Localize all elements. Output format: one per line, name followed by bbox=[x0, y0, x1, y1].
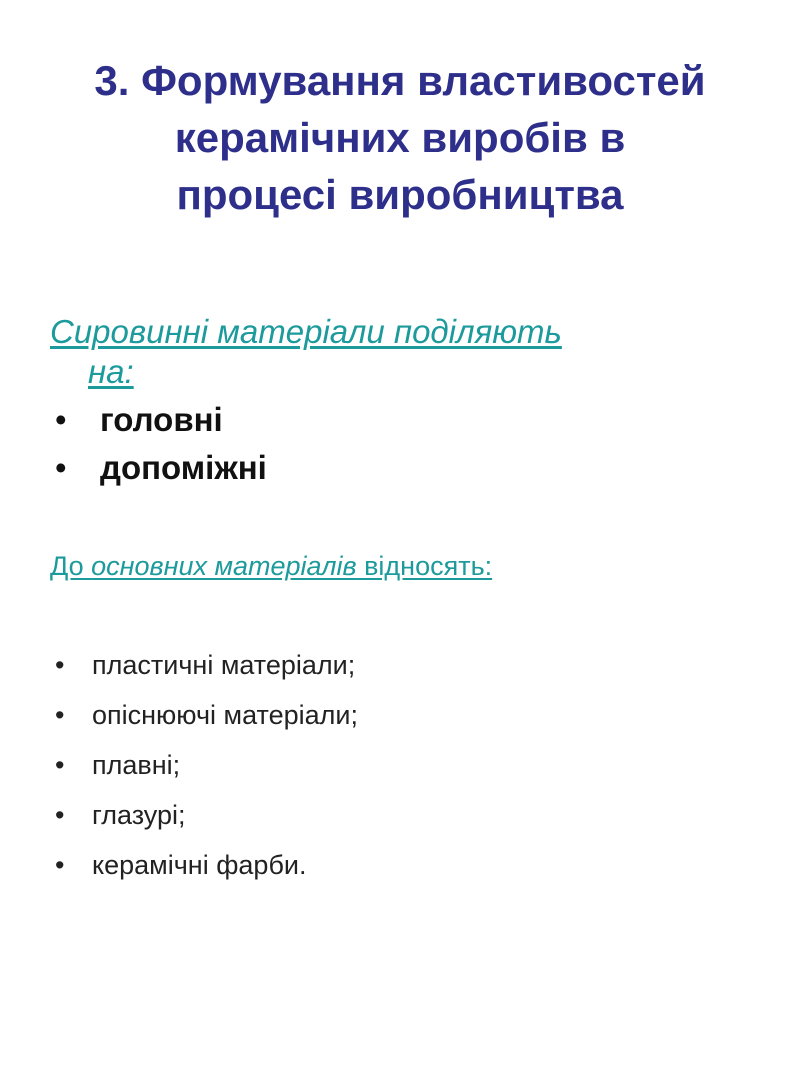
raw-materials-heading bbox=[50, 312, 562, 392]
slide-title-line: процесі виробництва bbox=[176, 171, 624, 218]
list-item-text: головні bbox=[100, 401, 223, 438]
raw-materials-heading-line2: на: bbox=[88, 353, 134, 390]
bullet-icon: • bbox=[55, 401, 67, 438]
bullet-icon: • bbox=[55, 800, 65, 830]
list-item bbox=[55, 640, 358, 690]
main-materials-heading-part1: До bbox=[50, 551, 92, 581]
list-item-text: керамічні фарби. bbox=[92, 850, 307, 880]
bullet-icon: • bbox=[55, 449, 67, 486]
main-materials-heading-part3: відносять: bbox=[356, 551, 493, 581]
bullet-icon: • bbox=[55, 750, 65, 780]
raw-materials-heading-line1: Сировинні матеріали поділяють bbox=[50, 313, 562, 350]
list-item bbox=[55, 444, 267, 492]
list-item-text: пластичні матеріали; bbox=[92, 650, 356, 680]
list-item bbox=[55, 396, 267, 444]
list-item-text: допоміжні bbox=[100, 449, 267, 486]
raw-materials-list bbox=[55, 396, 267, 492]
list-item bbox=[55, 840, 358, 890]
bullet-icon: • bbox=[55, 700, 65, 730]
main-materials-heading-emphasis: основних матеріалів bbox=[91, 551, 357, 581]
slide-title-line: 3. Формування властивостей bbox=[94, 57, 706, 104]
list-item-text: опіснюючі матеріали; bbox=[92, 700, 358, 730]
list-item bbox=[55, 790, 358, 840]
list-item-text: глазурі; bbox=[92, 800, 186, 830]
bullet-icon: • bbox=[55, 850, 65, 880]
list-item-text: плавні; bbox=[92, 750, 181, 780]
slide-title-line: керамічних виробів в bbox=[174, 114, 626, 161]
main-materials-list bbox=[55, 640, 358, 890]
bullet-icon: • bbox=[55, 650, 65, 680]
list-item bbox=[55, 740, 358, 790]
list-item bbox=[55, 690, 358, 740]
slide-title bbox=[40, 52, 760, 223]
main-materials-heading bbox=[50, 548, 492, 584]
